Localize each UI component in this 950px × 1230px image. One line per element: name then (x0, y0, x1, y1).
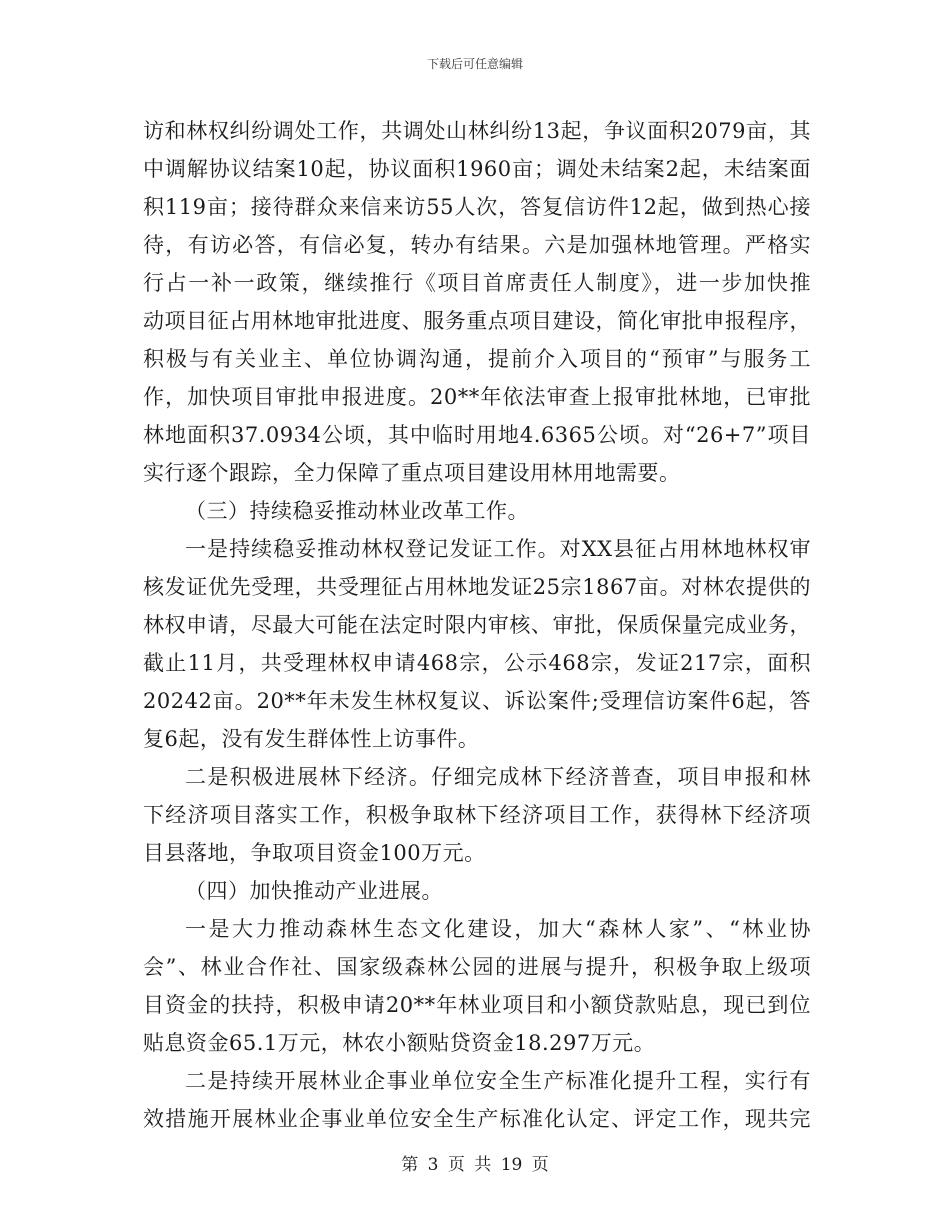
body-text-line: 动项目征占用林地审批进度、服务重点项目建设，简化审批申报程序， (143, 309, 811, 333)
body-text-line: 效措施开展林业企事业单位安全生产标准化认定、评定工作，现共完 (143, 1107, 811, 1131)
body-text-line: 核发证优先受理，共受理征占用林地发证25宗1867亩。对林农提供的 (143, 575, 811, 599)
document-body (143, 112, 811, 1138)
body-text-line: 贴息资金65.1万元，林农小额贴贷资金18.297万元。 (143, 1031, 656, 1055)
body-text-line: 20242亩。20**年未发生林权复议、诉讼案件;受理信访案件6起，答 (143, 689, 811, 713)
body-text-line: 截止11月，共受理林权申请468宗，公示468宗，发证217宗，面积 (143, 651, 811, 675)
body-text-line: 目县落地，争取项目资金100万元。 (143, 841, 486, 865)
body-text-line: 访和林权纠纷调处工作，共调处山林纠纷13起，争议面积2079亩，其 (143, 119, 811, 143)
body-text-line: 行占一补一政策，继续推行《项目首席责任人制度》，进一步加快推 (143, 271, 811, 295)
body-text-line: 中调解协议结案10起，协议面积1960亩；调处未结案2起，未结案面 (143, 157, 811, 181)
page-footer: 第 3 页 共 19 页 (401, 1155, 549, 1175)
body-text-line: 目资金的扶持，积极申请20**年林业项目和小额贷款贴息，现已到位 (143, 993, 811, 1017)
body-text-line: 林地面积37.0934公顷，其中临时用地4.6365公顷。对“26+7”项目 (143, 423, 811, 447)
body-text-line: 一是持续稳妥推动林权登记发证工作。对XX县征占用林地林权审 (185, 537, 811, 561)
body-text-line: 积119亩；接待群众来信来访55人次，答复信访件12起，做到热心接 (143, 195, 811, 219)
body-text-line: 会”、林业合作社、国家级森林公园的进展与提升，积极争取上级项 (143, 955, 811, 979)
body-text-line: （四）加快推动产业进展。 (185, 879, 443, 903)
body-text-line: 一是大力推动森林生态文化建设，加大“森林人家”、“林业协 (185, 917, 811, 941)
body-text-line: 二是积极进展林下经济。仔细完成林下经济普查，项目申报和林 (185, 765, 811, 789)
body-text-line: （三）持续稳妥推动林业改革工作。 (185, 499, 529, 523)
body-text-line: 积极与有关业主、单位协调沟通，提前介入项目的“预审”与服务工 (143, 347, 811, 371)
page-header: 下载后可任意编辑 (426, 57, 523, 71)
body-text-line: 作，加快项目审批申报进度。20**年依法审查上报审批林地，已审批 (143, 385, 811, 409)
body-text-line: 待，有访必答，有信必复，转办有结果。六是加强林地管理。严格实 (143, 233, 811, 257)
body-text-line: 下经济项目落实工作，积极争取林下经济项目工作，获得林下经济项 (143, 803, 811, 827)
body-text-line: 林权申请，尽最大可能在法定时限内审核、审批，保质保量完成业务， (143, 613, 811, 637)
body-text-line: 复6起，没有发生群体性上访事件。 (143, 727, 480, 751)
body-text-line: 二是持续开展林业企事业单位安全生产标准化提升工程，实行有 (185, 1069, 811, 1093)
body-text-line: 实行逐个跟踪，全力保障了重点项目建设用林用地需要。 (143, 461, 681, 485)
